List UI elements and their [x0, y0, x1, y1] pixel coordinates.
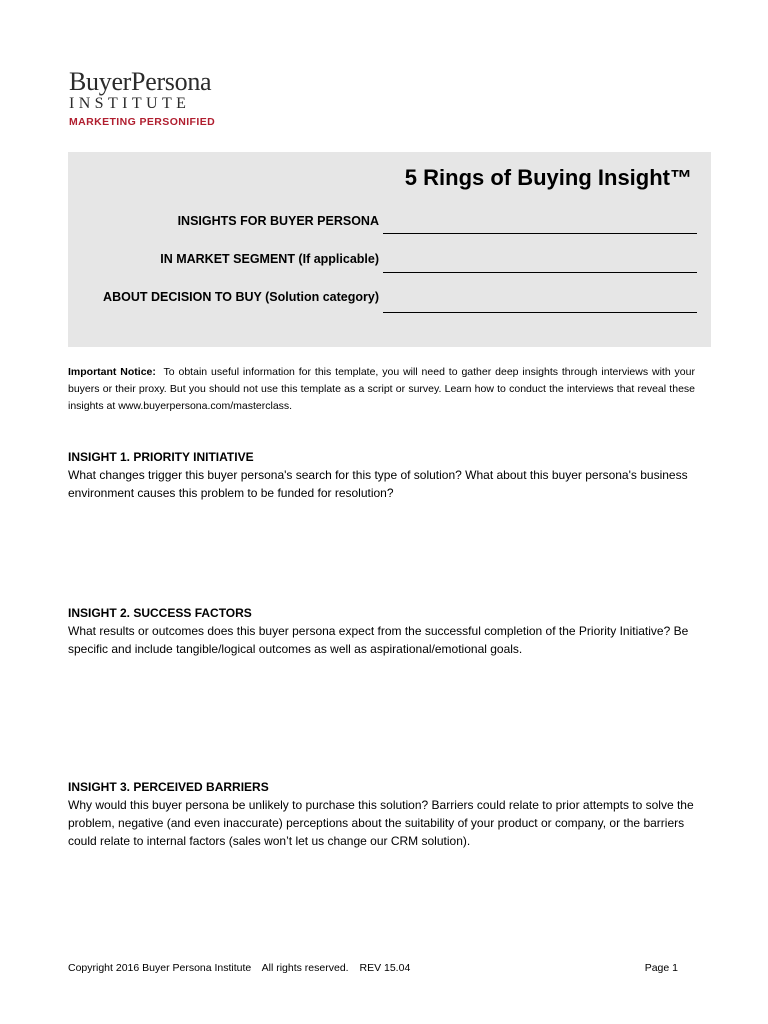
buyer-persona-institute-logo: [69, 68, 239, 129]
notice-label: Important Notice:: [68, 366, 156, 378]
notice-text: To obtain useful information for this template, you will need to gather deep insights through interviews with your buyers or their proxy. But you should not use this template as a script or survey. Learn how to conduct the interviews that reveal these insights at www.buyerpersona.com/masterclass.: [68, 366, 695, 412]
field-label-market-segment: IN MARKET SEGMENT (If applicable): [160, 252, 379, 266]
field-label-buyer-persona: INSIGHTS FOR BUYER PERSONA: [177, 214, 379, 228]
field-label-decision-to-buy: ABOUT DECISION TO BUY (Solution category): [103, 290, 379, 304]
insight-1-section: [68, 448, 698, 502]
footer-copyright: Copyright 2016 Buyer Persona Institute: [68, 962, 252, 974]
footer-revision: REV 15.04: [359, 962, 411, 974]
footer-page-number: Page 1: [644, 962, 678, 974]
insight-3-title: INSIGHT 3. PERCEIVED BARRIERS: [68, 780, 269, 794]
insight-3-text: Why would this buyer persona be unlikely to purchase this solution? Barriers could relate to prior attempts to solve the problem, negative (and even inaccurate) perceptions about the suitability of your product or company, or the barriers could relate to internal factors (sales won’t let us change our CRM solution).: [68, 798, 694, 848]
logo-wordmark: [69, 68, 239, 96]
logo-institute: INSTITUTE: [69, 95, 191, 112]
field-line-decision-to-buy[interactable]: [383, 312, 697, 313]
footer-left: [68, 962, 418, 974]
field-line-market-segment[interactable]: [383, 272, 697, 273]
insight-1-text: What changes trigger this buyer persona's search for this type of solution? What about this buyer persona's business environment causes this problem to be funded for resolution?: [68, 468, 688, 500]
document-title: 5 Rings of Buying Insight™: [404, 165, 692, 190]
insight-3-section: [68, 778, 698, 850]
logo-tagline: MARKETING PERSONIFIED: [69, 116, 216, 128]
logo-word-persona: Persona: [131, 67, 212, 96]
insight-1-title: INSIGHT 1. PRIORITY INITIATIVE: [68, 450, 254, 464]
insight-2-text: What results or outcomes does this buyer persona expect from the successful completion of the Priority Initiative? Be specific and include tangible/logical outcomes as well as aspirational/emotional goals.: [68, 624, 689, 656]
insight-2-section: [68, 604, 698, 658]
field-line-buyer-persona[interactable]: [383, 233, 697, 234]
important-notice: [68, 364, 695, 415]
insight-2-title: INSIGHT 2. SUCCESS FACTORS: [68, 606, 252, 620]
template-header-box: [68, 152, 711, 347]
logo-word-buyer: Buyer: [69, 67, 132, 96]
footer-rights: All rights reserved.: [261, 962, 349, 974]
